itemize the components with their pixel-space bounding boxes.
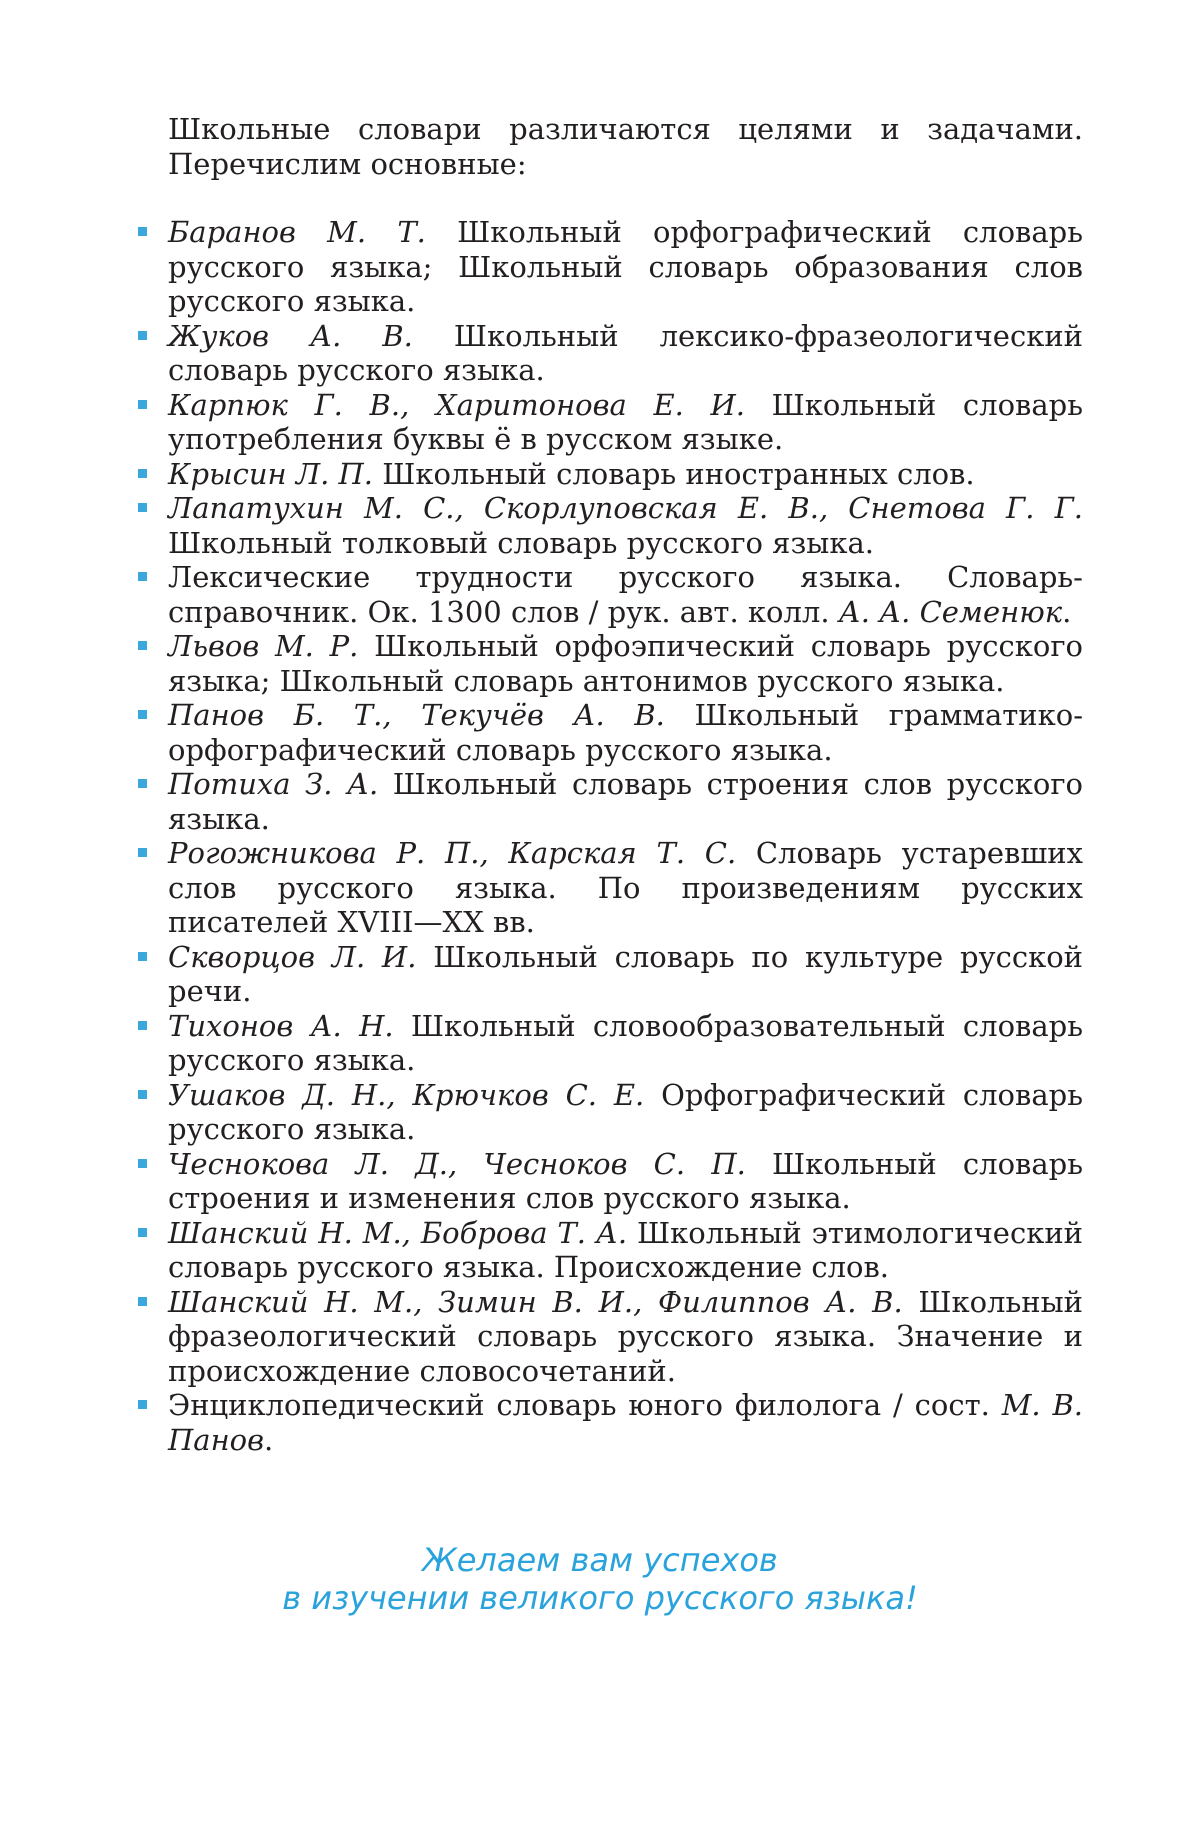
- title: Энциклопедический словарь юного филолога / сост.: [168, 1388, 1002, 1422]
- title: Школьный толковый словарь русского языка.: [168, 526, 874, 560]
- title: Словарь устаревших слов русского языка. По произведениям русских писателей XVIII—XX вв.: [168, 836, 1083, 939]
- author: Лапатухин М. С., Скорлуповская Е. В., Снетова Г. Г.: [168, 491, 1083, 525]
- bullet-icon: [138, 400, 147, 409]
- bullet-icon: [138, 1228, 147, 1237]
- intro-paragraph: Школьные словари различаются целями и задачами. Перечислим основные:: [168, 112, 1083, 181]
- bullet-icon: [138, 1400, 147, 1409]
- list-item: [168, 1216, 1083, 1285]
- closing-line-2: в изучении великого русского языка!: [0, 1579, 1200, 1617]
- author: Скворцов Л. И.: [168, 940, 416, 974]
- author: Потиха З. А.: [168, 767, 378, 801]
- list-item: [168, 1388, 1083, 1457]
- list-item: [168, 491, 1083, 560]
- closing-line-1: Желаем вам успехов: [0, 1541, 1200, 1579]
- author: Баранов М. Т.: [168, 215, 426, 249]
- title: Орфографический словарь русского языка.: [168, 1078, 1083, 1147]
- bullet-icon: [138, 503, 147, 512]
- bullet-icon: [138, 469, 147, 478]
- bullet-icon: [138, 331, 147, 340]
- title: Школьный словарь по культуре русской речи.: [168, 940, 1083, 1009]
- title-tail: .: [264, 1423, 273, 1457]
- author: Чеснокова Л. Д., Чесноков С. П.: [168, 1147, 746, 1181]
- bullet-icon: [138, 641, 147, 650]
- list-item: [168, 215, 1083, 319]
- list-item: [168, 319, 1083, 388]
- bullet-icon: [138, 1297, 147, 1306]
- author: Жуков А. В.: [168, 319, 413, 353]
- list-item: [168, 629, 1083, 698]
- author: Рогожникова Р. П., Карская Т. С.: [168, 836, 736, 870]
- author: Тихонов А. Н.: [168, 1009, 394, 1043]
- list-item: [168, 388, 1083, 457]
- title: Лексические трудности русского языка. Словарь-справочник. Ок. 1300 слов / рук. авт. колл.: [168, 560, 1083, 629]
- title: Школьный словообразовательный словарь русского языка.: [168, 1009, 1083, 1078]
- author: Шанский Н. М., Зимин В. И., Филиппов А. В.: [168, 1285, 903, 1319]
- author: Карпюк Г. В., Харитонова Е. И.: [168, 388, 745, 422]
- bullet-icon: [138, 227, 147, 236]
- title: Школьный словарь употребления буквы ё в русском языке.: [168, 388, 1083, 457]
- author: Крысин Л. П.: [168, 457, 373, 491]
- title: Школьный словарь строения и изменения слов русского языка.: [168, 1147, 1083, 1216]
- title: Школьный лексико-фразеологический словарь русского языка.: [168, 319, 1083, 388]
- dictionary-list: [168, 215, 1083, 1457]
- title: Школьный орфографический словарь русского языка; Школьный словарь образования слов русского языка.: [168, 215, 1083, 318]
- list-item: [168, 1285, 1083, 1389]
- list-item: [168, 1078, 1083, 1147]
- author: Ушаков Д. Н., Крючков С. Е.: [168, 1078, 644, 1112]
- author: Шанский Н. М., Боброва Т. А.: [168, 1216, 627, 1250]
- bullet-icon: [138, 952, 147, 961]
- list-item: [168, 1009, 1083, 1078]
- list-item: [168, 836, 1083, 940]
- title: Школьный словарь иностранных слов.: [373, 457, 975, 491]
- list-item: [168, 560, 1083, 629]
- author: А. А. Семенюк: [839, 595, 1062, 629]
- title-tail: .: [1062, 595, 1071, 629]
- author: Панов Б. Т., Текучёв А. В.: [168, 698, 665, 732]
- title: Школьный грамматико-орфографический словарь русского языка.: [168, 698, 1083, 767]
- book-page: [0, 0, 1200, 1845]
- author: Львов М. Р.: [168, 629, 358, 663]
- closing-wish: [0, 1541, 1200, 1617]
- list-item: [168, 698, 1083, 767]
- list-item: [168, 1147, 1083, 1216]
- bullet-icon: [138, 1159, 147, 1168]
- list-item: [168, 457, 1083, 492]
- bullet-icon: [138, 779, 147, 788]
- bullet-icon: [138, 848, 147, 857]
- title: Школьный фразеологический словарь русского языка. Значение и происхождение словосочетаний.: [168, 1285, 1083, 1388]
- bullet-icon: [138, 1090, 147, 1099]
- title: Школьный орфоэпический словарь русского языка; Школьный словарь антонимов русского языка.: [168, 629, 1083, 698]
- title: Школьный словарь строения слов русского языка.: [168, 767, 1083, 836]
- list-item: [168, 940, 1083, 1009]
- list-item: [168, 767, 1083, 836]
- title: Школьный этимологический словарь русского языка. Происхождение слов.: [168, 1216, 1083, 1285]
- bullet-icon: [138, 710, 147, 719]
- bullet-icon: [138, 1021, 147, 1030]
- bullet-icon: [138, 572, 147, 581]
- author: М. В. Панов: [168, 1388, 1083, 1457]
